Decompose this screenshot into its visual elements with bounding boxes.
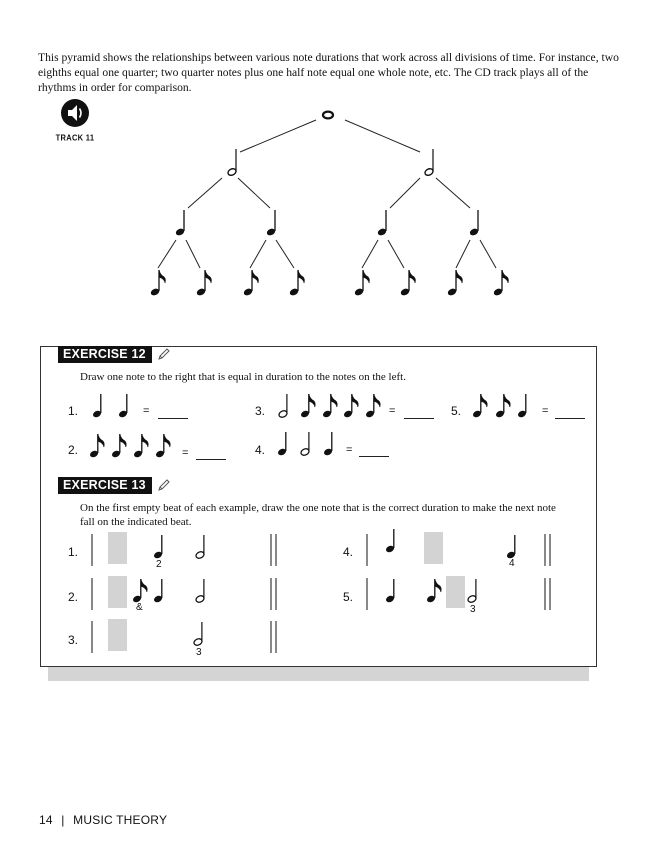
half-note bbox=[195, 535, 205, 559]
page-number: 14 bbox=[39, 813, 53, 827]
eighth-note bbox=[300, 394, 315, 418]
eighth-note bbox=[343, 394, 358, 418]
quarter-note bbox=[153, 579, 163, 603]
ex12-equals: = bbox=[389, 405, 396, 417]
half-note bbox=[467, 579, 477, 603]
quarter-note bbox=[506, 535, 516, 559]
exercise-13-instruction: On the first empty beat of each example, draw the one note that is the correct duration to make the next note fall on the indicated beat. bbox=[80, 502, 556, 528]
ex12-equals: = bbox=[143, 405, 150, 417]
exercise-12-instruction: Draw one note to the right that is equal in duration to the notes on the left. bbox=[80, 371, 406, 383]
page-footer bbox=[39, 813, 167, 827]
track-label: TRACK 11 bbox=[55, 132, 95, 143]
empty-beat-box bbox=[108, 576, 127, 608]
quarter-note bbox=[92, 394, 102, 418]
beat-label: & bbox=[136, 602, 143, 613]
half-note bbox=[278, 394, 288, 418]
ex13-item-number: 1. bbox=[68, 545, 79, 559]
beat-label: 2 bbox=[156, 559, 162, 570]
exercise-13-title: EXERCISE 13 bbox=[58, 477, 152, 494]
beat-label: 3 bbox=[470, 604, 476, 615]
ex13-item-number: 5. bbox=[343, 590, 354, 604]
eighth-note bbox=[111, 434, 126, 458]
eighth-note bbox=[495, 394, 510, 418]
beat-label: 3 bbox=[196, 647, 202, 658]
book-title: MUSIC THEORY bbox=[73, 813, 168, 827]
empty-beat-box bbox=[108, 532, 127, 564]
footer-separator: | bbox=[61, 813, 65, 827]
ex12-equals: = bbox=[182, 447, 189, 459]
ex12-item-number: 4. bbox=[255, 443, 266, 457]
ex12-equals: = bbox=[346, 444, 353, 456]
eighth-note bbox=[89, 434, 104, 458]
eighth-note bbox=[365, 394, 380, 418]
empty-beat-box bbox=[446, 576, 465, 608]
half-note bbox=[195, 579, 205, 603]
quarter-note bbox=[517, 394, 527, 418]
ex13-item-number: 2. bbox=[68, 590, 79, 604]
beat-label: 4 bbox=[509, 558, 515, 569]
eighth-note bbox=[132, 579, 147, 603]
ex12-item-number: 3. bbox=[255, 404, 266, 418]
empty-beat-box bbox=[108, 619, 127, 651]
half-note bbox=[300, 432, 310, 456]
exercise-12-title: EXERCISE 12 bbox=[58, 346, 152, 363]
eighth-note bbox=[472, 394, 487, 418]
eighth-note bbox=[322, 394, 337, 418]
eighth-note bbox=[155, 434, 170, 458]
eighth-note bbox=[133, 434, 148, 458]
ex12-item-number: 5. bbox=[451, 404, 462, 418]
quarter-note bbox=[385, 529, 395, 553]
ex12-item-number: 2. bbox=[68, 443, 79, 457]
eighth-note bbox=[426, 579, 441, 603]
ex12-item-number: 1. bbox=[68, 404, 79, 418]
quarter-note bbox=[385, 579, 395, 603]
quarter-note bbox=[277, 432, 287, 456]
quarter-note bbox=[323, 432, 333, 456]
quarter-note bbox=[118, 394, 128, 418]
quarter-note bbox=[153, 535, 163, 559]
half-note bbox=[193, 622, 203, 646]
ex13-item-number: 3. bbox=[68, 633, 79, 647]
intro-paragraph: This pyramid shows the relationships between various note durations that work across all divisions of time. For instance, two eighths equal one quarter; two quarter notes plus one half note equal one whole note, etc. The CD track plays all of the rhythms in order for comparison. bbox=[38, 51, 619, 94]
ex13-item-number: 4. bbox=[343, 545, 354, 559]
empty-beat-box bbox=[424, 532, 443, 564]
ex12-equals: = bbox=[542, 405, 549, 417]
